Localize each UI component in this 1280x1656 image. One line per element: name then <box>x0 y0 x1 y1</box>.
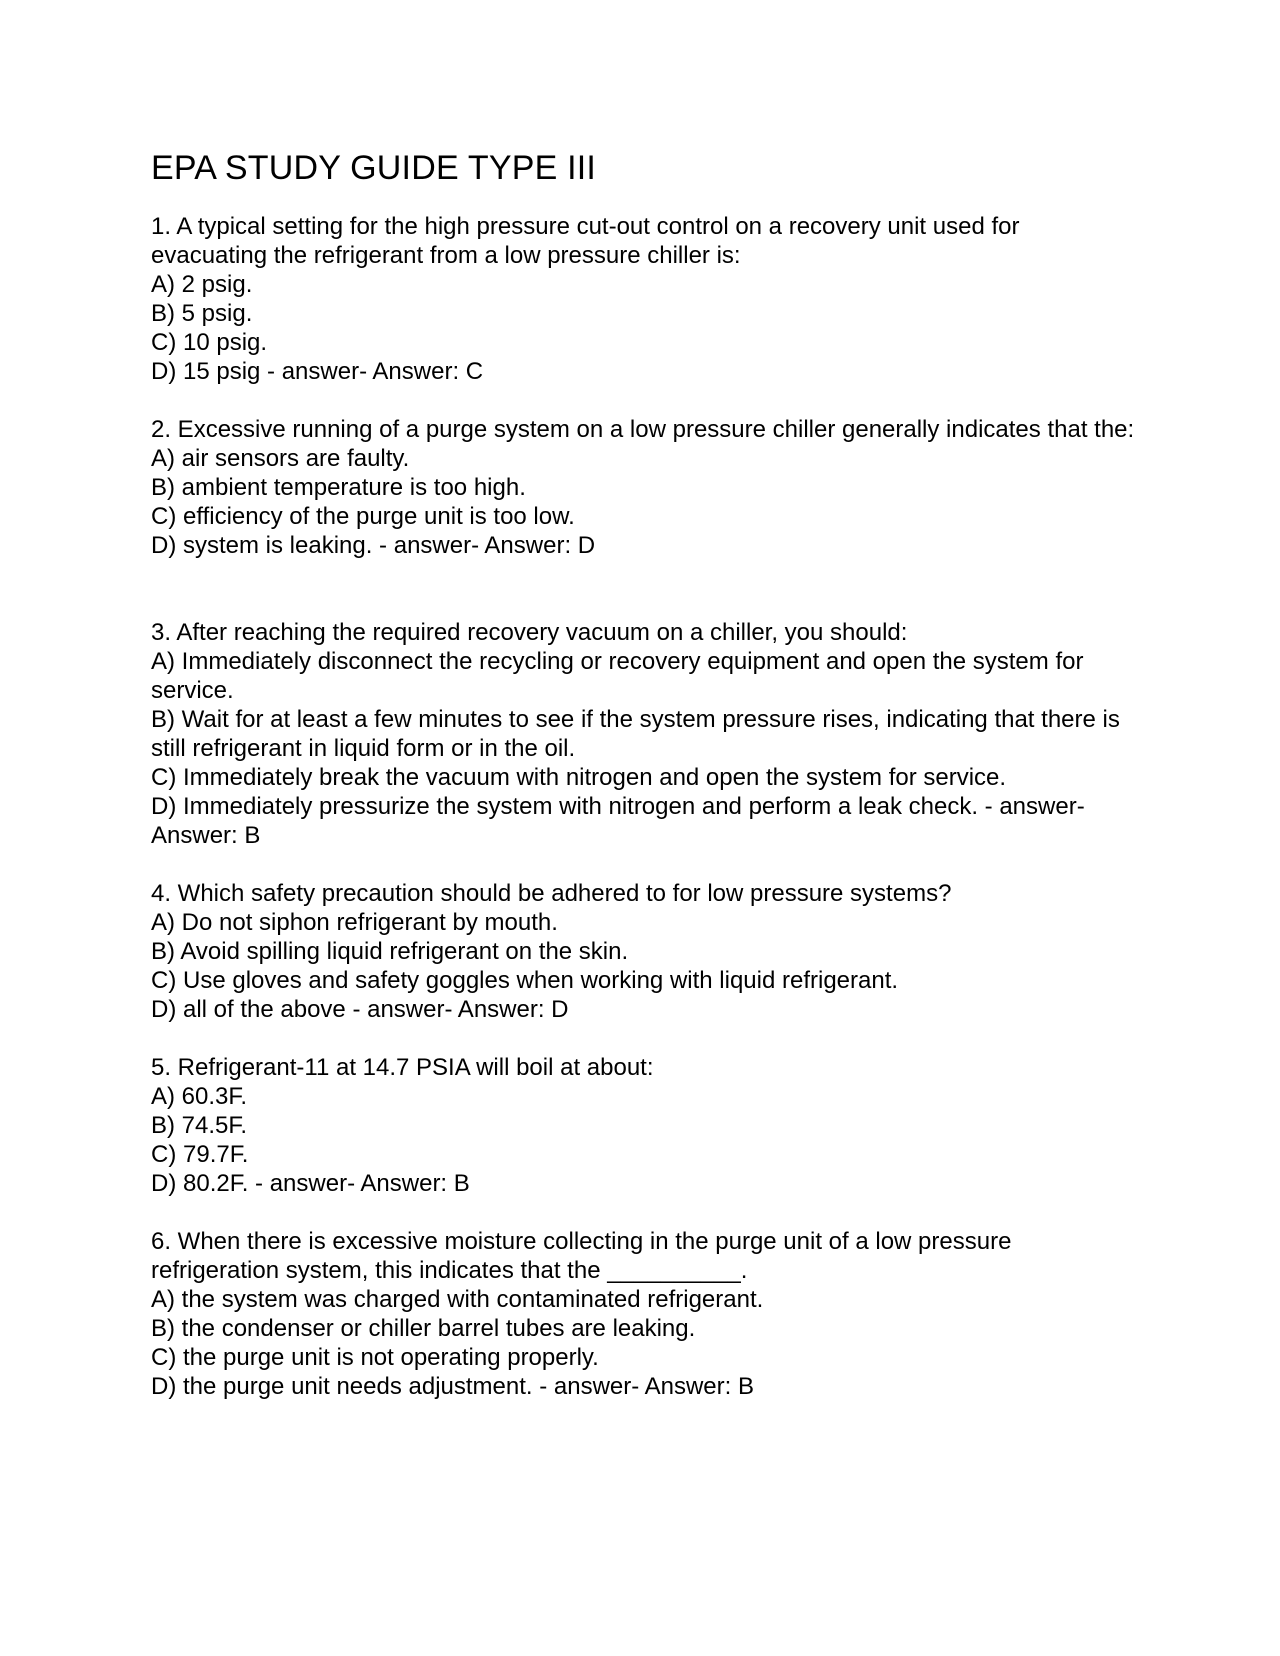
option-b: B) 5 psig. <box>151 300 253 327</box>
option-a: A) Do not siphon refrigerant by mouth. <box>151 909 558 936</box>
option-a: A) 60.3F. <box>151 1083 248 1110</box>
question-6 <box>151 1227 1141 1401</box>
option-b: B) ambient temperature is too high. <box>151 474 526 501</box>
option-d-answer: D) all of the above - answer- Answer: D <box>151 996 569 1023</box>
spacer <box>151 560 1141 618</box>
question-stem: 5. Refrigerant-11 at 14.7 PSIA will boil at about: <box>151 1054 654 1081</box>
option-c: C) 10 psig. <box>151 329 268 356</box>
question-stem: 3. After reaching the required recovery vacuum on a chiller, you should: <box>151 619 908 646</box>
option-c: C) efficiency of the purge unit is too low. <box>151 503 575 530</box>
option-d-answer: D) system is leaking. - answer- Answer: D <box>151 532 596 559</box>
option-b: B) Wait for at least a few minutes to see if the system pressure rises, indicating that there is still refrigerant in liquid form or in the oil. <box>151 706 1120 762</box>
option-c: C) Immediately break the vacuum with nitrogen and open the system for service. <box>151 764 1007 791</box>
document-page <box>151 148 1141 1401</box>
question-1 <box>151 212 1141 386</box>
page-title: EPA STUDY GUIDE TYPE III <box>151 149 597 187</box>
question-stem: 4. Which safety precaution should be adhered to for low pressure systems? <box>151 880 952 907</box>
question-3 <box>151 618 1141 850</box>
option-d-answer: D) the purge unit needs adjustment. - answer- Answer: B <box>151 1373 754 1400</box>
option-c: C) 79.7F. <box>151 1141 249 1168</box>
question-stem: 6. When there is excessive moisture collecting in the purge unit of a low pressure refrigeration system, this indicates that the __________. <box>151 1228 1012 1284</box>
option-c: C) Use gloves and safety goggles when working with liquid refrigerant. <box>151 967 899 994</box>
option-d-answer: D) 15 psig - answer- Answer: C <box>151 358 484 385</box>
spacer <box>151 1198 1141 1227</box>
spacer <box>151 386 1141 415</box>
question-4 <box>151 879 1141 1024</box>
question-stem: 1. A typical setting for the high pressure cut-out control on a recovery unit used for evacuating the refrigerant from a low pressure chiller is: <box>151 213 1020 269</box>
question-2 <box>151 415 1141 560</box>
option-a: A) Immediately disconnect the recycling or recovery equipment and open the system for service. <box>151 648 1084 704</box>
option-a: A) 2 psig. <box>151 271 253 298</box>
option-d-answer: D) Immediately pressurize the system with nitrogen and perform a leak check. - answer- Answer: B <box>151 793 1085 849</box>
question-5 <box>151 1053 1141 1198</box>
question-stem: 2. Excessive running of a purge system on a low pressure chiller generally indicates that the: <box>151 416 1135 443</box>
spacer <box>151 850 1141 879</box>
spacer <box>151 1024 1141 1053</box>
option-d-answer: D) 80.2F. - answer- Answer: B <box>151 1170 470 1197</box>
option-b: B) 74.5F. <box>151 1112 248 1139</box>
option-a: A) air sensors are faulty. <box>151 445 410 472</box>
option-c: C) the purge unit is not operating properly. <box>151 1344 599 1371</box>
option-b: B) the condenser or chiller barrel tubes are leaking. <box>151 1315 696 1342</box>
option-b: B) Avoid spilling liquid refrigerant on the skin. <box>151 938 629 965</box>
option-a: A) the system was charged with contaminated refrigerant. <box>151 1286 764 1313</box>
